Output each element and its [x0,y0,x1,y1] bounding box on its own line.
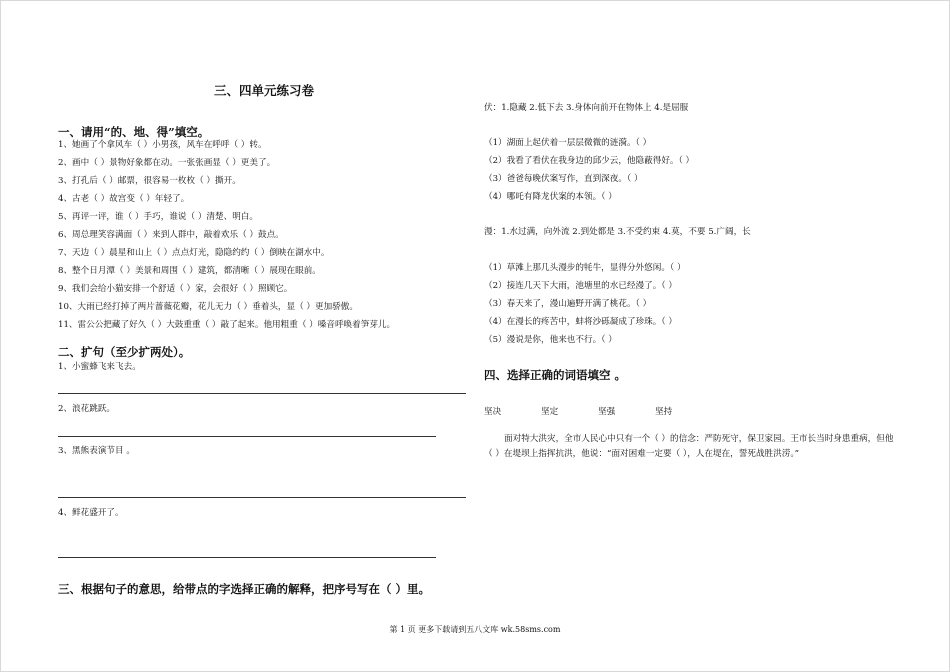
section3-heading: 三、根据句子的意思，给带点的字选择正确的解释，把序号写在（ ）里。 [58,582,430,596]
section1-item: 6、周总理笑容满面（ ）来到人群中，敲着欢乐（ ）鼓点。 [58,230,284,240]
section1-item: 7、天边（ ）晨星和山上（ ）点点灯光，隐隐约约（ ）倒映在湖水中。 [58,248,330,258]
answer-line-2 [58,436,436,437]
answer-line-3 [58,497,466,498]
section1-item: 11、雷公公把藏了好久（ ）大鼓重重（ ）敲了起来。他用粗重（ ）嗓音呼唤着笋芽儿。 [58,320,396,330]
fu-item-1: （1）湖面上起伏着一层层微微的涟漪。（ ） [484,138,652,148]
man-item-4: （4）在漫长的疼苦中，蚌将沙砾凝成了珍珠。（ ） [484,317,677,327]
section2-heading: 二、扩句（至少扩两处）。 [58,345,191,359]
section1-item: 9、我们会给小猫安排一个舒适（ ）家，会很好（ ）照顾它。 [58,284,293,294]
section1-item: 2、画中（ ）景物好象都在动。一张张画显（ ）更美了。 [58,158,276,168]
fu-item-2: （2）我看了看伏在我身边的邱少云，他隐蔽得好。（ ） [484,156,695,166]
section2-item-4: 4、鲜花盛开了。 [58,508,124,518]
section1-item: 1、她画了个拿风车（ ）小男孩，风车在呼呼（ ）转。 [58,140,267,150]
section1-heading: 一、请用“的、地、得”填空。 [58,125,210,139]
answer-line-1 [58,393,466,394]
fill-in-paragraph: 面对特大洪灾，全市人民心中只有一个（ ）的信念：严防死守，保卫家园。王市长当时身患重病，但他（ ）在堤坝上指挥抗洪，他说：“面对困难一定要（ ），人在堤在，誓死战胜洪涝。” [484,434,894,459]
section1-item: 5、再评一评，谁（ ）手巧，谁说（ ）清楚、明白。 [58,212,258,222]
man-item-2: （2）接连几天下大雨，池塘里的水已经漫了。（ ） [484,281,677,291]
man-item-3: （3）春天来了，漫山遍野开满了桃花。（ ） [484,299,652,309]
man-item-5: （5）漫说是你，他来也不行。（ ） [484,335,617,345]
section1-item: 8、整个日月潭（ ）美景和周围（ ）建筑，都清晰（ ）展现在眼前。 [58,266,321,276]
section1-item: 10、大雨已经打掉了两片蔷薇花瓣，花儿无力（ ）垂着头，显（ ）更加骄傲。 [58,302,358,312]
word-option-2: 坚定 [541,407,559,417]
fu-item-3: （3）爸爸每晚伏案写作，直到深夜。（ ） [484,174,643,184]
section4-heading: 四、选择正确的词语填空 。 [484,368,627,382]
answer-line-4 [58,557,436,558]
page-title: 三、四单元练习卷 [214,83,315,98]
fu-item-4: （4）哪吒有降龙伏案的本领。（ ） [484,192,617,202]
page-footer: 第 1 页 更多下载请到五八文库 wk.58sms.com [389,625,561,634]
section2-item-2: 2、浪花跳跃。 [58,404,116,414]
word-option-3: 坚强 [598,407,616,417]
man-item-1: （1）草滩上那几头漫步的牦牛，显得分外悠闲。（ ） [484,263,686,273]
section1-item: 3、打孔后（ ）邮票，很容易一枚枚（ ）撕开。 [58,176,241,186]
fu-definitions: 伏：1.隐藏 2.低下去 3.身体向前开在物体上 4.是屈服 [484,103,689,113]
section1-item: 4、古老（ ）故宫变（ ）年轻了。 [58,194,190,204]
section2-item-1: 1、小蜜蜂飞来飞去。 [58,362,141,372]
man-definitions: 漫：1.水过满，向外流 2.到处都是 3.不受约束 4.莫，不要 5.广阔，长 [484,227,751,237]
section2-item-3: 3、黑熊表演节目 。 [58,446,135,456]
word-option-4: 坚持 [655,407,673,417]
word-option-1: 坚决 [484,407,502,417]
